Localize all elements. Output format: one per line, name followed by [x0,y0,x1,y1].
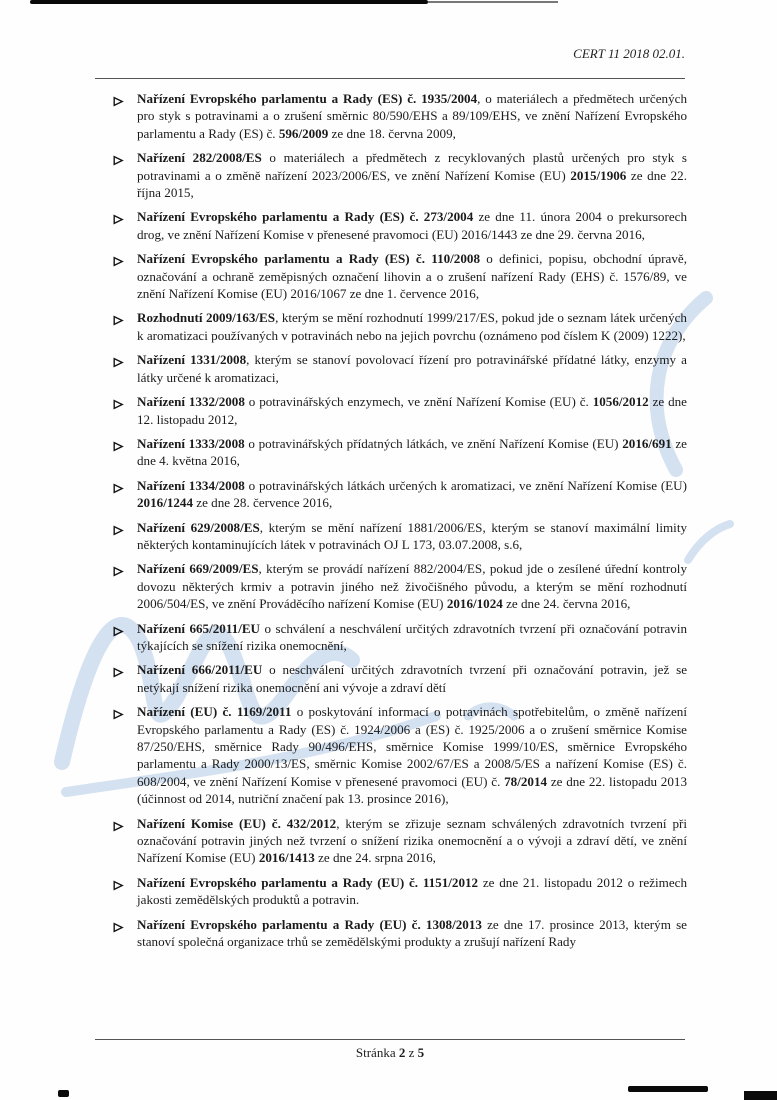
arrow-bullet-icon [113,250,137,302]
list-item-text: Nařízení Evropského parlamentu a Rady (EU) č. 1308/2013 ze dne 17. prosince 2013, kterým se stanoví společná organizace trhů se zemědělskými produkty a zrušují nařízení Rady [137,916,687,950]
arrow-bullet-icon [113,916,137,951]
list-item-text: Nařízení 1331/2008, kterým se stanoví povolovací řízení pro potravinářské přídatné látky, enzymy a látky určené k aromatizaci, [137,352,687,385]
list-item [113,916,687,951]
arrow-bullet-icon [113,149,137,201]
arrow-bullet-icon [113,351,137,386]
arrow-bullet-icon [113,208,137,243]
footer-divider [95,1039,685,1040]
list-item [113,149,687,201]
arrow-bullet-icon [113,560,137,612]
arrow-bullet-icon [113,815,137,867]
scan-artifact-top [30,0,428,4]
header-divider [95,78,685,79]
list-item-text: Nařízení 1333/2008 o potravinářských přídatných látkách, ve znění Nařízení Komise (EU) 2016/691 ze dne 4. května 2016, [137,435,687,469]
arrow-bullet-icon [113,703,137,807]
arrow-bullet-icon [113,309,137,344]
list-item-text: Nařízení Evropského parlamentu a Rady (ES) č. 273/2004 ze dne 11. února 2004 o prekursorech drog, ve znění Nařízení Komise v přenesené pravomoci (EU) 2016/1443 ze dne 29. června 2016, [137,209,687,242]
list-item [113,560,687,612]
list-item [113,620,687,655]
list-item-text: Nařízení 1334/2008 o potravinářských látkách určených k aromatizaci, ve znění Nařízení Komise (EU) 2016/1244 ze dne 28. července 2016, [137,477,687,511]
arrow-bullet-icon [113,90,137,142]
list-item-text: Nařízení 665/2011/EU o schválení a neschválení určitých zdravotních tvrzení při označování potravin týkajících se snížení rizika onemocnění, [137,620,688,653]
arrow-bullet-icon [113,435,137,470]
list-item [113,703,687,807]
scan-artifact-top-2 [428,1,558,3]
list-item [113,309,687,344]
list-item [113,661,687,696]
arrow-bullet-icon [113,620,137,655]
list-item-text: Nařízení 669/2009/ES, kterým se provádí nařízení 882/2004/ES, pokud jde o zesílené úřední kontroly dovozu některých krmiv a potravin jiného než živočišného původu, a kterým se mění rozhodnutí 2006/504/ES, ve znění Prováděcího nařízení Komise (EU) 2016/1024 ze dne 24. června 2016, [137,561,687,612]
page-number: Stránka 2 z 5 [355,1045,425,1060]
list-item-text: Nařízení 282/2008/ES o materiálech a předmětech z recyklovaných plastů určených pro styk s potravinami a o změně nařízení 2023/2006/ES, ve znění Nařízení Komise (EU) 2015/1906 ze dne 22. října 2015, [137,150,688,201]
list-item-text: Nařízení 1332/2008 o potravinářských enzymech, ve znění Nařízení Komise (EU) č. 1056/2012 ze dne 12. listopadu 2012, [137,394,687,427]
list-item-text: Nařízení (EU) č. 1169/2011 o poskytování informací o potravinách spotřebitelům, o změně nařízení Evropského parlamentu a Rady (ES) č. 1924/2006 a (ES) č. 1925/2006 a o zrušení směrnice Komise 87/250/EHS, směrnice Rady 90/496/EHS, směrnice Komise 1999/10/ES, směrnice Evropského parlamentu a Rady 2000/13/ES, směrnic Komise 2002/67/ES a 2008/5/ES a nařízení Komise (ES) č. 608/2004, ve znění Nařízení Komise v přenesené pravomoci (EU) č. 78/2014 ze dne 22. listopadu 2013 (účinnost od 2014, nutriční značení pak 13. prosince 2016), [137,704,687,807]
list-item [113,250,687,302]
list-item-text: Nařízení Komise (EU) č. 432/2012, kterým se zřizuje seznam schválených zdravotních tvrzení při označování potravin jiných než tvrzení o snížení rizika onemocnění a o vývoji a zdraví dětí, ve znění Nařízení Komise (EU) 2016/1413 ze dne 24. srpna 2016, [137,815,687,866]
scan-artifact-bottom-corner [744,1091,777,1100]
arrow-bullet-icon [113,393,137,428]
arrow-bullet-icon [113,874,137,909]
regulation-list [113,90,687,950]
list-item [113,208,687,243]
list-item [113,393,687,428]
list-item-text: Rozhodnutí 2009/163/ES, kterým se mění rozhodnutí 1999/217/ES, pokud jde o seznam látek určených k aromatizaci používaných v potravinách nebo na jejich povrchu (oznámeno pod číslem K (2009) 1222), [137,310,687,343]
scan-artifact-bottom-right [628,1086,708,1092]
list-item-text: Nařízení 666/2011/EU o neschválení určitých zdravotních tvrzení při označování potravin, jež se netýkají snížení rizika onemocnění ani vývoje a zdraví dětí [137,662,688,695]
list-item-text: Nařízení Evropského parlamentu a Rady (ES) č. 110/2008 o definici, popisu, obchodní úpravě, označování a ochraně zeměpisných označení lihovin a o zrušení nařízení Rady (EHS) č. 1576/89, ve znění Nařízení Komise (EU) 2016/1067 ze dne 1. července 2016, [137,251,687,302]
list-item-text: Nařízení 629/2008/ES, kterým se mění nařízení 1881/2006/ES, kterým se stanoví maximální limity některých kontaminujících látek v potravinách OJ L 173, 03.07.2008, s.6, [137,519,687,552]
arrow-bullet-icon [113,477,137,512]
list-item [113,351,687,386]
arrow-bullet-icon [113,519,137,554]
scan-artifact-bottom-left [58,1090,69,1097]
document-reference: CERT 11 2018 02.01. [573,46,685,61]
list-item [113,435,687,470]
list-item [113,815,687,867]
list-item [113,477,687,512]
list-item-text: Nařízení Evropského parlamentu a Rady (EU) č. 1151/2012 ze dne 21. listopadu 2012 o režimech jakosti zemědělských produktů a potravin. [137,874,687,908]
list-item-text: Nařízení Evropského parlamentu a Rady (ES) č. 1935/2004, o materiálech a předmětech určených pro styk s potravinami a o zrušení směrnic 80/590/EHS a 89/109/EHS, ve znění Nařízení Evropského parlamentu a Rady (ES) č. 596/2009 ze dne 18. června 2009, [137,91,687,141]
list-item [113,874,687,909]
arrow-bullet-icon [113,661,137,696]
list-item [113,90,687,142]
list-item [113,519,687,554]
